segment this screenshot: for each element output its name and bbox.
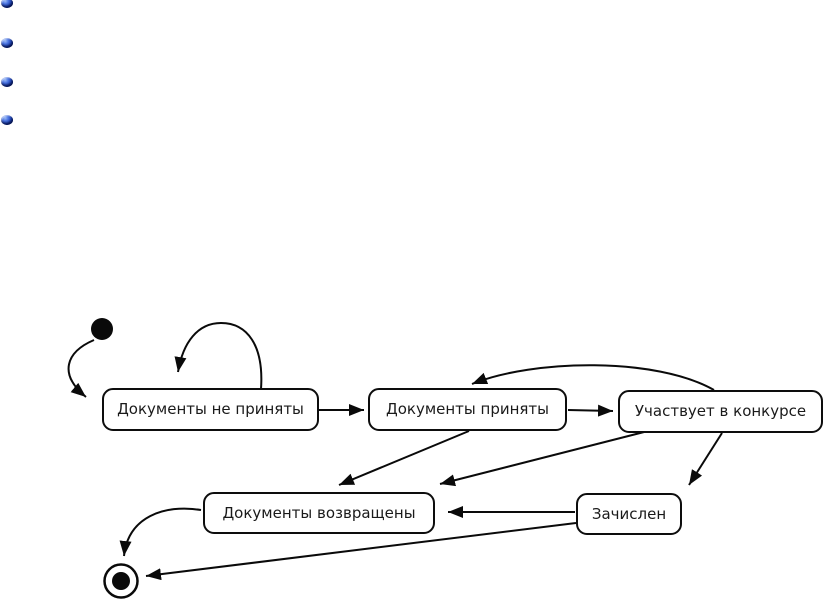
final-state-node[interactable] (105, 565, 138, 598)
state-label: Документы приняты (385, 400, 550, 418)
state-label: Зачислен (591, 504, 667, 523)
state-docs-returned[interactable] (203, 492, 435, 534)
transition-in-competition-to-docs-accepted (472, 365, 714, 390)
transition-in-competition-to-enrolled (689, 433, 722, 485)
transition-docs-returned-to-final (124, 509, 201, 556)
transition-docs-not-accepted-self-loop (178, 323, 261, 389)
state-label: Документы возвращены (222, 503, 416, 522)
state-label: Документы не приняты (117, 400, 304, 418)
transition-docs-accepted-to-in-competition (568, 410, 613, 411)
state-docs-accepted[interactable] (368, 388, 567, 431)
state-in-competition[interactable] (618, 390, 823, 433)
transition-in-competition-to-docs-returned (440, 431, 648, 484)
initial-state-node[interactable] (91, 318, 113, 340)
state-enrolled[interactable] (576, 493, 682, 535)
transition-docs-accepted-to-docs-returned (339, 431, 469, 485)
state-docs-not-accepted[interactable] (102, 388, 319, 431)
transition-initial-to-docs-not-accepted (69, 340, 94, 397)
state-label: Участвует в конкурсе (634, 402, 807, 420)
